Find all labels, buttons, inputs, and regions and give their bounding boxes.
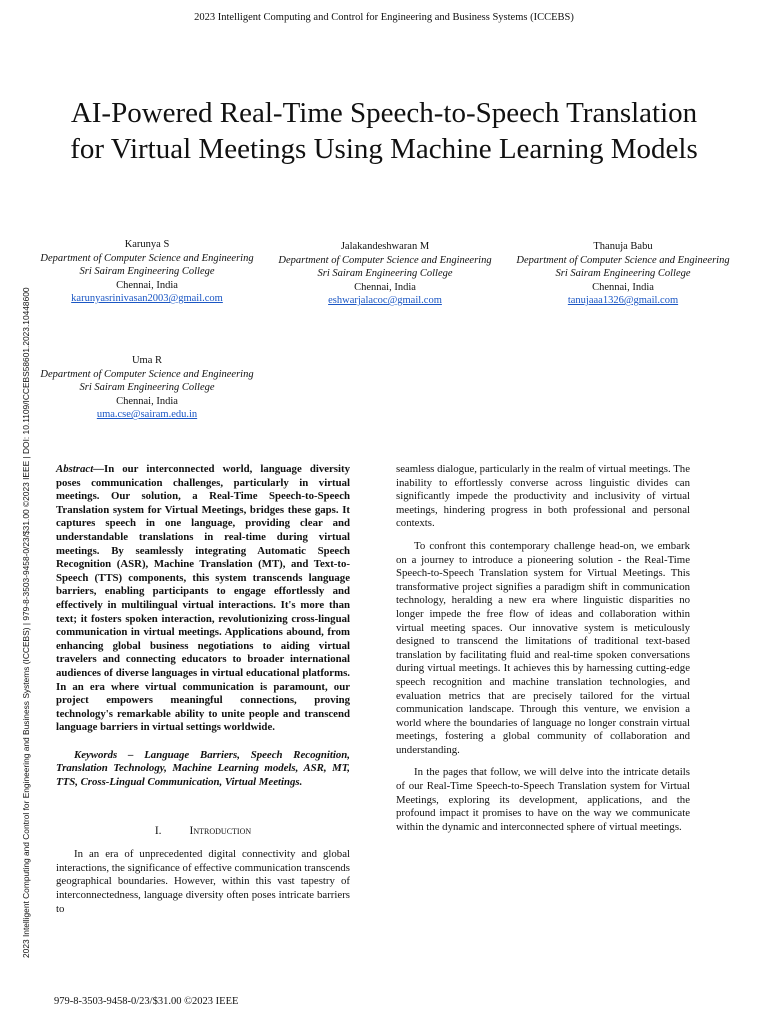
author-dept: Department of Computer Science and Engineering	[516, 254, 730, 266]
abstract	[56, 463, 350, 735]
author-dept: Department of Computer Science and Engineering	[40, 368, 254, 380]
right-column	[396, 463, 690, 834]
section-number: I.	[154, 824, 162, 837]
author-block	[32, 354, 262, 422]
abstract-label: Abstract—	[56, 463, 104, 475]
body-paragraph: In the pages that follow, we will delve into the intricate details of our Real-Time Speech-to-Speech Translation system for Virtual Meetings, exploring its development, applications, and the profound impact it promises to have on the way we communicate within the dynamic and interconnected sphere of virtual meetings.	[396, 766, 690, 833]
author-college: Sri Sairam Engineering College	[79, 266, 215, 277]
intro-paragraph: In an era of unprecedented digital connectivity and global interactions, the significance of effective communication transcends geographical boundaries. However, within this vast tapestry of interconnectedness, language diversity often poses intricate barriers to	[56, 848, 350, 915]
author-email[interactable]: karunyasrinivasan2003@gmail.com	[71, 293, 223, 304]
author-name: Uma R	[131, 355, 163, 366]
author-college: Sri Sairam Engineering College	[317, 268, 453, 279]
author-name: Karunya S	[124, 239, 170, 250]
author-email[interactable]: eshwarjalacoc@gmail.com	[328, 295, 442, 306]
author-block	[32, 238, 262, 306]
copyright-footer: 979-8-3503-9458-0/23/$31.00 ©2023 IEEE	[54, 996, 239, 1007]
body-paragraph: seamless dialogue, particularly in the realm of virtual meetings. The inability to effortlessly converse across linguistic divides can significantly impede the productivity and inclusivity of virtual meetings, hindering progress in both professional and personal contexts.	[396, 463, 690, 530]
paper-title: AI-Powered Real-Time Speech-to-Speech Translation for Virtual Meetings Using Machine Learning Models	[70, 97, 698, 165]
author-city: Chennai, India	[354, 281, 416, 293]
left-column	[56, 463, 350, 916]
abstract-text: In our interconnected world, language diversity poses communication challenges, particularly in virtual meetings. Our solution, a Real-Time Speech-to-Speech Translation system for Virtual Meetings, bridges these gaps. It captures speech in one language, providing clear and understandable translations in real-time during virtual meetings. By seamlessly integrating Automatic Speech Recognition (ASR), Machine Translation (MT), and Text-to-Speech (TTS) components, this system transcends language barriers, enabling participants to engage effortlessly and effectively in multilingual virtual interactions. It's more than text; it fosters spoken interaction, revolutionizing cross-lingual communication in virtual meetings. Applications abound, from enhancing global business negotiations to aiding virtual travelers and connecting educators to broader international audiences of diverse languages in virtual educational platforms. In an era where virtual communication is paramount, our project empowers meaningful connections, proving technology's remarkable ability to unite people and transcend language barriers in virtual settings worldwide.	[56, 463, 350, 734]
author-name: Thanuja Babu	[593, 241, 653, 252]
author-college: Sri Sairam Engineering College	[555, 268, 691, 279]
author-name: Jalakandeshwaran M	[340, 241, 430, 252]
body-paragraph: To confront this contemporary challenge head-on, we embark on a journey to introduce a pioneering solution - the Real-Time Speech-to-Speech Translation system for Virtual Meetings. This transformative project signifies a paradigm shift in communication technology, heralding a new era where linguistic disparities no longer impede the free flow of ideas and collaboration within virtual meeting spaces. Our innovative system is meticulously designed to transcend the limitations of traditional text-based translation by facilitating fluid and real-time spoken conversations during virtual meetings. It achieves this by harnessing cutting-edge speech recognition and machine translation technologies, and evaluation metrics that are precisely tailored for the virtual communication landscape. Through this venture, we envision a world where the boundaries of language no longer constrain virtual meetings, fostering a global community of collaboration and understanding.	[396, 539, 690, 756]
section-title: Introduction	[189, 824, 252, 837]
author-block	[270, 240, 500, 308]
doi-sidebar: 2023 Intelligent Computing and Control for Engineering and Business Systems (ICCEBS) | 979-8-3503-9458-0/23/$31.00 ©2023 IEEE | DOI: 10.1109/ICCEBS58601.2023.10448600	[21, 287, 31, 958]
author-email[interactable]: tanujaaa1326@gmail.com	[567, 295, 679, 306]
author-email[interactable]: uma.cse@sairam.edu.in	[96, 409, 198, 420]
author-city: Chennai, India	[116, 395, 178, 407]
conference-header: 2023 Intelligent Computing and Control for Engineering and Business Systems (ICCEBS)	[194, 12, 574, 23]
author-dept: Department of Computer Science and Engineering	[40, 252, 254, 264]
author-dept: Department of Computer Science and Engineering	[278, 254, 492, 266]
section-heading	[56, 825, 350, 839]
keywords: Keywords – Language Barriers, Speech Recognition, Translation Technology, Machine Learning models, ASR, MT, TTS, Cross-Lingual Communication, Virtual Meetings.	[56, 748, 350, 789]
author-block	[508, 240, 738, 308]
author-college: Sri Sairam Engineering College	[79, 382, 215, 393]
author-city: Chennai, India	[592, 281, 654, 293]
author-city: Chennai, India	[116, 279, 178, 291]
